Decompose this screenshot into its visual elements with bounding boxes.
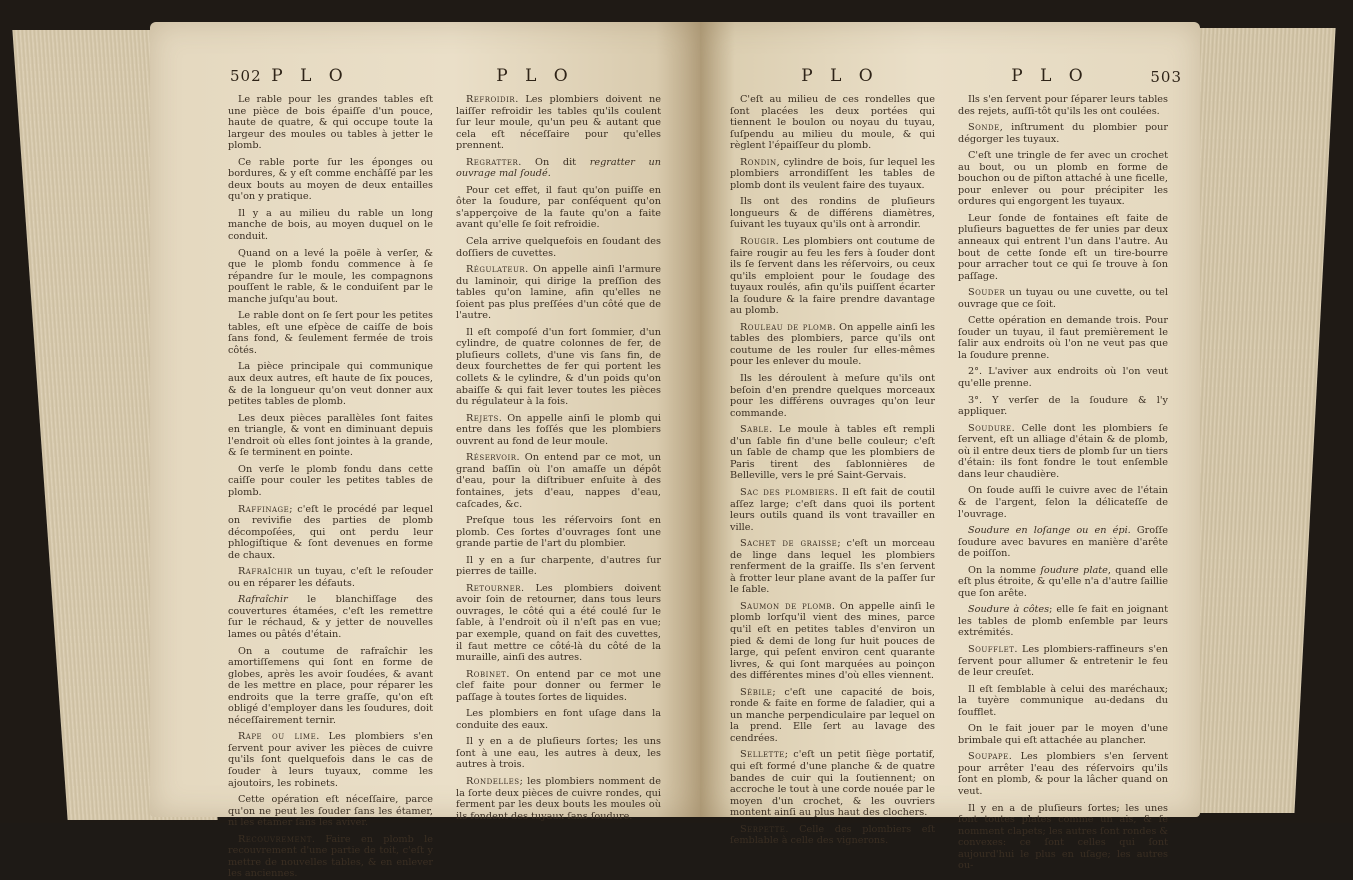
entry [958,525,1168,560]
entry [730,322,935,368]
entry-head: Régulateur [466,264,526,276]
right-page [700,22,1200,872]
entry-head: Rafraîchir [238,566,293,578]
entry-text: . Celle dont les plombiers ſe ſervent, eſt un alliage d'étain & de plomb, où il entre deux tiers de plomb ſur un tiers d'étain: ils font fondre le tout enſemble dans leur chaudière. [958,422,1168,480]
entry-text: On la nomme [968,564,1041,576]
column-4 [958,94,1169,872]
entry [456,776,661,822]
entry-head: Saumon de plomb [740,600,832,612]
entry-head: Regratter [466,156,519,168]
left-head-title-1: P L O [271,66,349,86]
entry [730,749,935,818]
entry-text: le blanchiſſage des couvertures étamées, c'eſt les remettre ſur le réchaud, & y jetter de nouvelles lames ou pâtés d'étain. [228,594,433,640]
entry-text: . Les plombiers doivent avoir ſoin de retourner, dans tous leurs ouvrages, le côté qui a été coulé ſur le ſable, à l'endroit où il n'eſt pas en vue; par exemple, quand on fait des cuvettes, il faut mettre ce côté-là du côté de la muraille, ainſi des autres. [456,582,661,664]
entry-text: . Celle des plombiers eſt ſemblable à celle des vignerons. [730,823,935,847]
entry-head: Rondin [740,156,777,168]
entry-text: . On entend par ce mot une clef faite pour donner ou fermer le paſſage à toutes ſortes de liquides. [456,668,661,703]
entry [730,538,935,596]
right-page-number: 503 [1150,68,1182,86]
entry [730,824,935,847]
entry [456,94,661,152]
entry [730,424,935,482]
paragraph: Cela arrive quelquefois en ſoudant des doſſiers de cuvettes. [456,236,661,259]
entry-text: . On appelle ainſi le plomb qui entre dans les foſſés que les plombiers ouvrent au fond de leur moule. [456,412,661,447]
right-running-head [720,66,1190,88]
paragraph: C'eſt au milieu de ces rondelles que ſont placées les deux portées qui tiennent le boulon ou noyau du tuyau, ſuſpendu au milieu du moule, & qui règlent l'épaiſſeur du plomb. [730,94,935,152]
entry [958,604,1168,639]
entry [958,644,1168,679]
entry-text: . Les plombiers ont coutume de faire rougir au feu les fers à ſouder dont ils ſe ſervent dans les réſervoirs, ou ceux qu'ils emploient pour le ſoudage des tuyaux roulés, afin qu'ils puiſſent écarter la ſoudure & la faire prendre davantage au plomb. [730,236,935,317]
entry-text: ; c'eſt le procédé par lequel on revivifie des parties de plomb décompoſées, qui ont perdu leur phlogiſtique & ſont devenues en forme de chaux. [228,503,433,561]
paragraph: Cette opération eſt néceſſaire, parce qu'on ne peut les ſouder ſans les étamer, ni les étamer ſans les aviver. [228,794,433,829]
left-page [150,22,700,880]
paragraph: Il y en a de pluſieurs ſortes; les unes ſont toutes plates comme un ais, & ſe nomment clapets; les autres ſont rondes & convexes: ce ſont celles qui ſont aujourd'hui le plus en uſage; les autres ou- [958,802,1168,872]
entry-head: Sébile [740,686,773,698]
entry-head: Robinet [466,668,507,680]
paragraph: On verſe le plomb fondu dans cette caiſſe pour couler les petites tables de plomb. [228,463,433,498]
entry [958,565,1168,600]
paragraph: Il y en a ſur charpente, d'autres ſur pierres de taille. [456,554,661,578]
entry [730,487,935,533]
entry-head: Sonde [968,122,1000,134]
left-head-title-2: P L O [496,66,574,86]
entry-italic: Soudure en loſange ou en épi. [968,525,1131,537]
entry-text: . Les plombiers s'en ſervent pour aviver les pièces de cuivre qu'ils ſont quelquefois dans le cas de ſouder à leurs tuyaux, comme les ajoutoirs, les robinets. [228,731,433,789]
paragraph: Les plombiers en font uſage dans la conduite des eaux. [456,708,661,731]
paragraph: Ils les déroulent à meſure qu'ils ont beſoin d'en prendre quelques morceaux pour les différens ouvrages qu'on leur commande. [730,373,935,419]
entry-text: un tuyau, c'eſt le reſouder ou en réparer les défauts. [228,566,433,589]
entry [456,157,661,180]
entry-head: Sellette [740,749,785,761]
entry-head: Soudure [968,422,1012,434]
paragraph: Leur ſonde de fontaines eſt faite de pluſieurs baguettes de fer unies par deux anneaux qui entrent l'un dans l'autre. Au bout de cette ſonde eſt un tire-bourre pour arracher tout ce qui ſe trouve à ſon paſſage. [958,212,1168,282]
entry-text: ; c'eſt un morceau de linge dans lequel les plombiers renferment de la graiſſe. Ils s'en ſervent à frotter leur plane avant de la paſſer ſur le ſable. [730,538,936,596]
entry-text: , quand elle eſt plus étroite, & qu'elle n'a d'autre ſaillie que ſon arête. [958,564,1168,599]
paragraph: Le rable pour les grandes tables eſt une pièce de bois épaiſſe d'un pouce, haute de quatre, & qui occupe toute la largeur des moules ou tables à jetter le plomb. [228,94,433,152]
paragraph: Il y en a de pluſieurs ſortes; les uns ſont à une eau, les autres à deux, les autres à trois. [456,736,661,771]
entry-head: Rafraîchir [238,594,288,606]
entry [456,413,661,448]
entry-text: . Faire en plomb le recouvrement d'une partie de toit, c'eſt y mettre de nouvelles tables, & en enlever les anciennes. [228,833,433,880]
paragraph: 2°. L'aviver aux endroits où l'on veut qu'elle prenne. [958,366,1168,390]
entry-head: Recouvrement [238,833,312,845]
entry-text: ; c'eſt une capacité de bois, ronde & faite en forme de ſaladier, qui a un manche perpendiculaire par lequel on la prend. Elle ſert au lavage des cendrées. [730,686,935,744]
entry-text: . On dit [518,156,590,168]
entry-head: Refroidir [466,94,516,105]
entry-text: Groſſe ſoudure avec bavures en manière d'arête de poiſſon. [958,525,1168,560]
entry-head: Rouleau de plomb [740,321,833,333]
entry [228,504,433,562]
entry [958,751,1168,797]
entry-head: Rougir [740,236,776,248]
entry [958,122,1168,145]
column-3 [730,94,936,847]
entry-head: Soupape [968,751,1009,763]
entry-head: Retourner [466,582,521,594]
entry [730,157,935,192]
entry-head: Rape ou lime [238,731,317,743]
entry [456,669,661,704]
entry [228,834,433,880]
entry [958,423,1168,481]
entry [456,583,661,664]
entry-italic: ſoudure plate [1040,564,1108,576]
entry-text: . On appelle ainſi le plomb lorſqu'il vient des mines, parce qu'il eſt en petites tables d'environ un pied & demi de long ſur huit pouces de large, qui peſent environ cent quarante livres, & qui ſont marquées au poinçon des différentes mines d'où elles viennent. [730,600,935,682]
paragraph: Quand on a levé la poële à verſer, & que le plomb fondu commence à ſe répandre ſur le moule, les compagnons pouſſent le rable, & le conduiſent par le manche juſqu'au bout. [228,247,433,305]
entry [730,601,935,682]
entry [456,452,661,510]
entry-text: ; les plombiers nomment de la ſorte deux pièces de cuivre rondes, qui ferment par les deux bouts les moules où ils fondent des tuyaux ſans ſoudure. [456,775,661,822]
entry-text: . On entend par ce mot, un grand baſſin où l'on amaſſe un dépôt d'eau, pour la diſtribuer enſuite à des fontaines, jets d'eau, nappes d'eau, caſcades, &c. [456,452,661,510]
paragraph: Ce rable porte ſur les éponges ou bordures, & y eſt comme enchâſſé par les deux bouts au moyen de deux entailles qu'on y pratique. [228,156,433,203]
entry-text: un tuyau ou une cuvette, ou tel ouvrage que ce ſoit. [958,287,1168,310]
entry [228,566,433,589]
paragraph: Les deux pièces parallèles ſont faites en triangle, & vont en diminuant depuis l'endroit où elles ſont jointes à la grande, & ſe terminent en pointe. [228,412,433,459]
entry-text: . Le moule à tables eſt rempli d'un ſable fin d'une belle couleur; c'eſt un ſable de champ que les plombiers de Paris tirent des ſablonnières de Belleville, vers le pré Saint-Gervais. [730,424,935,482]
entry-head: Sable [740,424,770,436]
paragraph: Preſque tous les réſervoirs ſont en plomb. Ces ſortes d'ouvrages ſont une grande partie de l'art du plombier. [456,515,661,550]
entry-head: Souder [968,287,1006,299]
entry-text: . On appelle ainſi les tables des plombiers, parce qu'ils ont coutume de les rouler ſur elles-mêmes pour les enlever du moule. [730,321,935,368]
entry [228,594,433,640]
left-page-number: 502 [230,67,262,85]
entry-text: ; c'eſt un petit ſiège portatif, qui eſt formé d'une planche & de quatre bandes de cuir qui la ſoutiennent; on accroche le tout à une corde nouée par le moyen d'un crochet, & les ouvriers montent ainſi au plus haut des clochers. [730,749,935,819]
entry-head: Sachet de graisse [740,538,838,550]
entry-text: . On appelle ainſi l'armure du laminoir, qui dirige la preſſion des tables qu'on lamine, afin qu'elles ne ſoient pas plus preſſées d'un côté que de l'autre. [456,264,661,322]
paragraph: Il y a au milieu du rable un long manche de bois, au moyen duquel on le conduit. [228,207,433,243]
column-1 [228,94,433,880]
entry-head: Sac des plombiers [740,486,835,498]
paragraph: La pièce principale qui communique aux deux autres, eſt haute de ſix pouces, & de la longueur qu'on veut donner aux petites tables de plomb. [228,361,433,408]
entry [456,264,661,322]
entry-head: Serpette [740,823,786,835]
entry-text: . Les plombiers s'en ſervent pour arrêter l'eau des réſervoirs qu'ils ſont en plomb, & pour la lâcher quand on veut. [958,751,1168,797]
paragraph: Pour cet effet, il faut qu'on puiſſe en ôter la ſoudure, par conſéquent qu'on s'apperçoive de la faute qu'on a faite avant qu'elle ſe ſoit refroidie. [456,184,661,231]
entry [730,236,935,317]
entry-text: , cylindre de bois, ſur lequel les plombiers arrondiſſent les tables de plomb dont ils veulent faire des tuyaux. [730,156,935,191]
entry-head: Réservoir [466,452,517,464]
paragraph: C'eſt une tringle de fer avec un crochet au bout, ou un plomb en forme de bouchon ou de piſton attaché à une ficelle, pour enlever ou pour précipiter les ordures qui engorgent les tuyaux. [958,150,1168,208]
entry-text: ; elle ſe fait en joignant les tables de plomb enſemble par leurs extrémités. [958,604,1169,639]
paragraph: Cette opération en demande trois. Pour ſouder un tuyau, il faut premièrement le ſalir aux endroits où l'on ne veut pas que la ſoudure prenne. [958,315,1168,361]
entry-head: Soufflet [968,643,1015,655]
right-head-title-2: P L O [1011,66,1089,86]
paragraph: Il eſt compoſé d'un fort ſommier, d'un cylindre, de quatre colonnes de fer, de pluſieurs collets, d'une vis ſans fin, de deux fourchettes de fer qui portent les collets & le cylindre, & d'un poids qu'on abaiſſe & qui fait lever toutes les pièces du régulateur à la fois. [456,326,661,408]
paragraph: On le fait jouer par le moyen d'une brimbale qui eſt attachée au plancher. [958,723,1168,746]
paragraph: Ils s'en ſervent pour ſéparer leurs tables des rejets, auſſi-tôt qu'ils les ont coulées. [958,94,1168,117]
entry-text: . Les plombiers doivent ne laiſſer refroidir les tables qu'ils coulent ſur leur moule, qu'un peu & autant que cela eſt néceſſaire pour qu'elles prennent. [456,94,661,152]
entry-text: . Les plombiers-raffineurs s'en ſervent pour allumer & entretenir le feu de leur creuſet. [958,643,1168,679]
left-running-head [230,66,670,88]
entry [228,731,433,789]
paragraph: On a coutume de rafraîchir les amortiſſemens qui ſont en forme de globes, après les avoir ſoudées, & avant de les mettre en place, pour réparer les endroits que la terre graſſe, qu'on eſt obligé d'employer dans les ſoudures, doit néceſſairement ternir. [228,645,433,726]
right-head-title-1: P L O [801,66,879,86]
paragraph: Le rable dont on ſe ſert pour les petites tables, eſt une eſpèce de caiſſe de bois ſans fond, & ſeulement fermée de trois côtés. [228,310,433,356]
entry-head: Raffinage [238,503,290,515]
entry-head: Rondelles [466,775,520,787]
paragraph: Il eſt ſemblable à celui des maréchaux; la tuyère communique au-dedans du ſoufflet. [958,683,1168,718]
entry-text: , inſtrument du plombier pour dégorger les tuyaux. [958,122,1168,145]
entry-text: . Il eſt fait de coutil aſſez large; c'eſt dans quoi ils portent leurs outils quand ils vont travailler en ville. [730,486,935,533]
paragraph: On ſoude auſſi le cuivre avec de l'étain & de l'argent, ſelon la délicateſſe de l'ouvrage. [958,485,1168,520]
paragraph: Ils ont des rondins de pluſieurs longueurs & de différens diamètres, ſuivant les tuyaux qu'ils ont à arrondir. [730,196,935,231]
entry-italic: Soudure à côtes [968,604,1050,616]
entry [958,287,1168,310]
entry-italic: regratter un ouvrage mal ſoudé. [456,156,661,180]
entry [730,687,935,745]
column-2 [456,94,661,822]
paragraph: 3°. Y verſer de la ſoudure & l'y appliquer. [958,394,1168,418]
entry-head: Rejets [466,412,499,424]
